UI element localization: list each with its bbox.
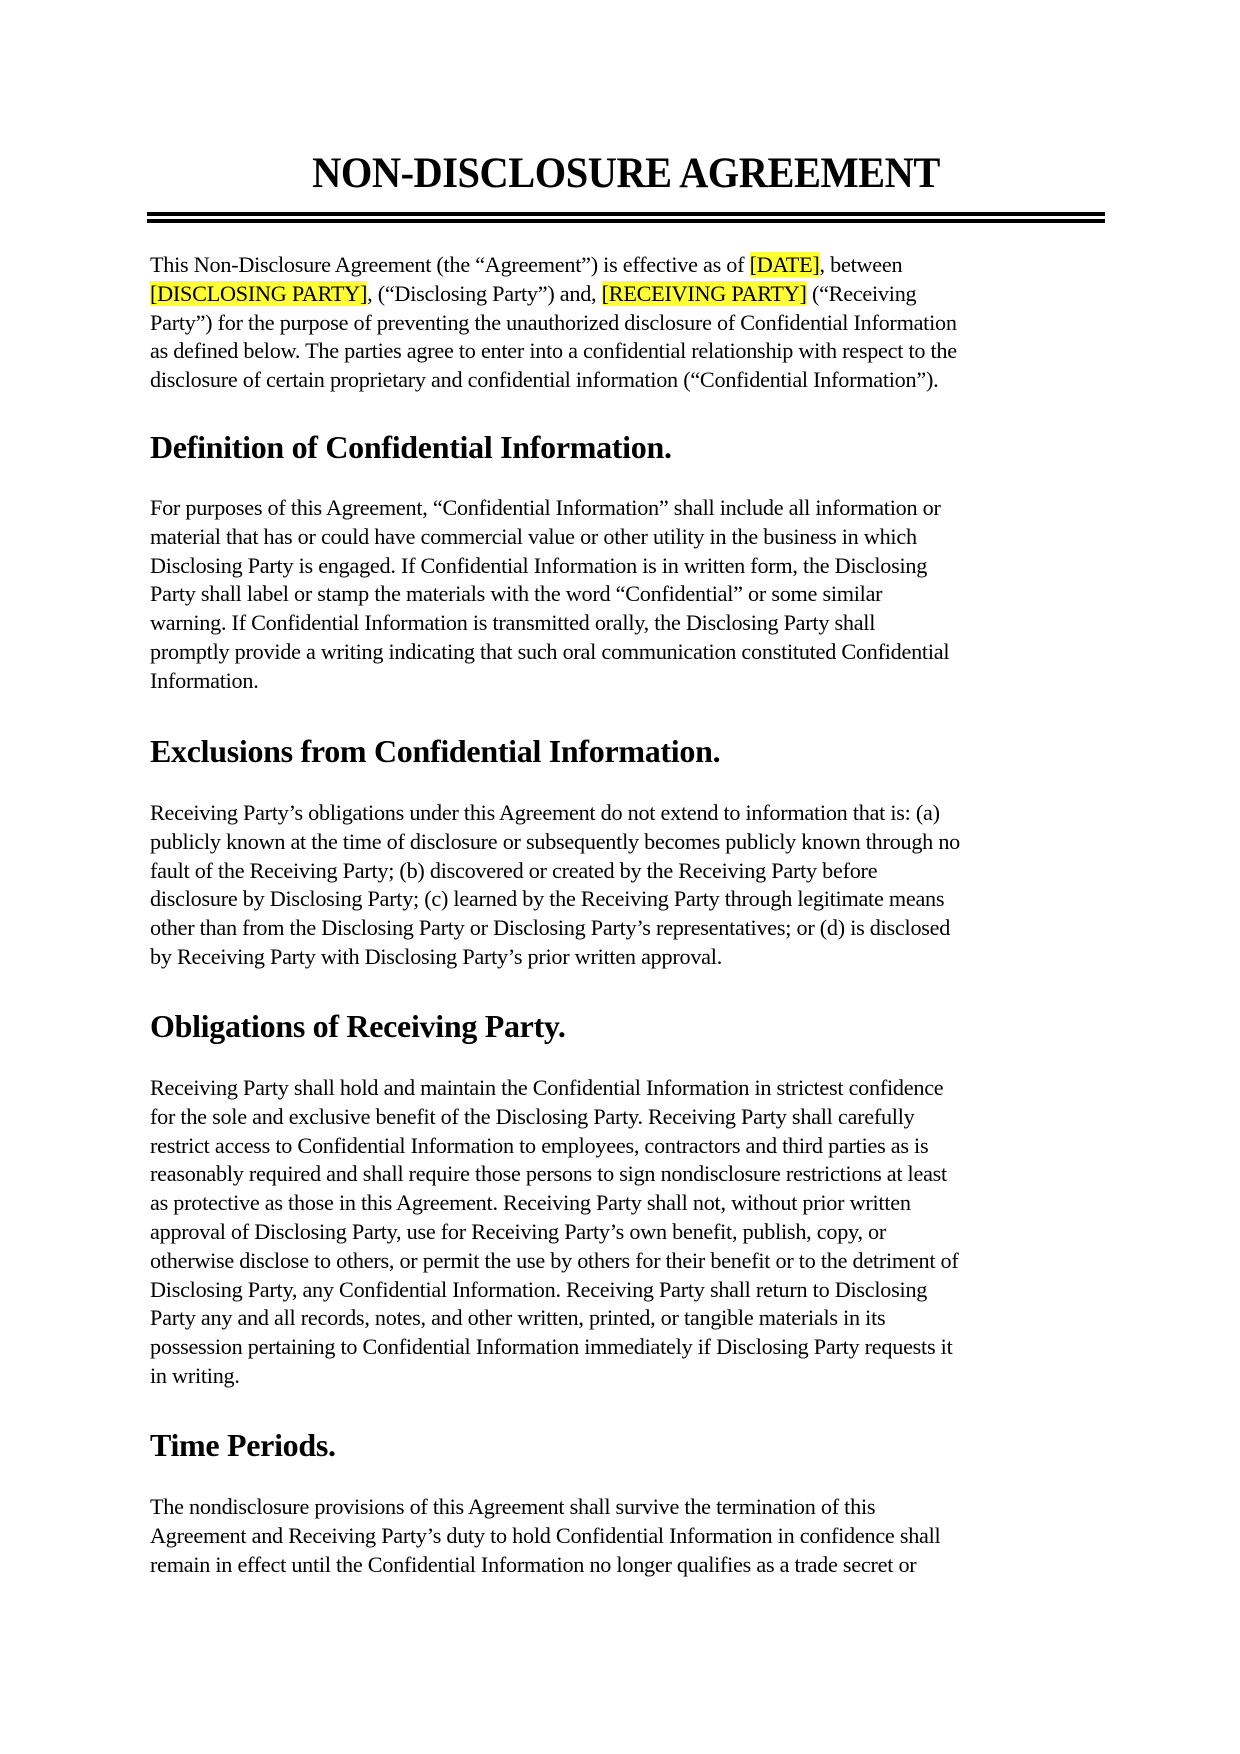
- body-line: Agreement and Receiving Party’s duty to hold Confidential Information in confidence shall: [150, 1522, 941, 1548]
- intro-text: , between: [819, 252, 903, 277]
- body-line: Receiving Party’s obligations under this Agreement do not extend to information that is: (a): [150, 800, 940, 825]
- body-line: The nondisclosure provisions of this Agreement shall survive the termination of this: [150, 1494, 876, 1519]
- section-heading-time-periods: Time Periods.: [150, 1427, 336, 1463]
- receiving-party-placeholder: [RECEIVING PARTY]: [601, 280, 807, 306]
- body-line: remain in effect until the Confidential Information no longer qualifies as a trade secret or: [150, 1551, 917, 1577]
- body-line: publicly known at the time of disclosure or subsequently becomes publicly known through no: [150, 828, 961, 854]
- intro-text: , (“Disclosing Party”) and,: [367, 280, 602, 306]
- intro-line: [150, 280, 1110, 309]
- body-line: otherwise disclose to others, or permit the use by others for their benefit or to the detriment of: [150, 1247, 959, 1273]
- disclosing-party-placeholder: [DISCLOSING PARTY]: [150, 280, 368, 306]
- intro-line: [150, 251, 1110, 280]
- body-line: reasonably required and shall require those persons to sign nondisclosure restrictions at least: [150, 1161, 947, 1187]
- section-body-definition: [150, 494, 1110, 696]
- intro-line: disclosure of certain proprietary and confidential information (“Confidential Information”).: [150, 367, 939, 393]
- section-body-exclusions: [150, 799, 1110, 972]
- body-line: promptly provide a writing indicating that such oral communication constituted Confidential: [150, 638, 950, 664]
- body-line: Party shall label or stamp the materials with the word “Confidential” or some similar: [150, 581, 883, 607]
- body-line: Party any and all records, notes, and other written, printed, or tangible materials in its: [150, 1305, 886, 1331]
- date-placeholder: [DATE]: [749, 252, 820, 277]
- intro-paragraph: [150, 251, 1110, 395]
- body-line: approval of Disclosing Party, use for Receiving Party’s own benefit, publish, copy, or: [150, 1218, 887, 1244]
- body-line: other than from the Disclosing Party or Disclosing Party’s representatives; or (d) is disclosed: [150, 915, 951, 941]
- body-line: fault of the Receiving Party; (b) discovered or created by the Receiving Party before: [150, 857, 878, 883]
- body-line: Receiving Party shall hold and maintain the Confidential Information in strictest confidence: [150, 1075, 944, 1100]
- document-title: NON-DISCLOSURE AGREEMENT: [312, 150, 940, 197]
- body-line: in writing.: [150, 1362, 240, 1388]
- intro-line: as defined below. The parties agree to enter into a confidential relationship with respect to the: [150, 338, 957, 364]
- body-line: restrict access to Confidential Information to employees, contractors and third parties as is: [150, 1132, 929, 1158]
- body-line: Disclosing Party is engaged. If Confidential Information is in written form, the Disclosing: [150, 552, 928, 578]
- body-line: for the sole and exclusive benefit of the Disclosing Party. Receiving Party shall carefully: [150, 1103, 915, 1129]
- body-line: Disclosing Party, any Confidential Information. Receiving Party shall return to Disclosing: [150, 1276, 928, 1302]
- intro-line: Party”) for the purpose of preventing the unauthorized disclosure of Confidential Information: [150, 309, 957, 335]
- section-heading-definition: Definition of Confidential Information.: [150, 429, 672, 465]
- body-line: as protective as those in this Agreement. Receiving Party shall not, without prior written: [150, 1190, 911, 1216]
- body-line: Information.: [150, 667, 259, 693]
- title-rule-top: [147, 212, 1105, 216]
- body-line: material that has or could have commercial value or other utility in the business in which: [150, 523, 917, 549]
- body-line: possession pertaining to Confidential Information immediately if Disclosing Party requests it: [150, 1334, 953, 1360]
- section-body-time-periods: [150, 1493, 1110, 1579]
- section-heading-obligations: Obligations of Receiving Party.: [150, 1008, 566, 1044]
- title-rule-bottom: [147, 219, 1105, 223]
- intro-text: This Non-Disclosure Agreement (the “Agreement”) is effective as of: [150, 252, 750, 277]
- body-line: by Receiving Party with Disclosing Party’s prior written approval.: [150, 943, 722, 969]
- intro-text: (“Receiving: [806, 280, 917, 306]
- body-line: For purposes of this Agreement, “Confidential Information” shall include all information or: [150, 495, 941, 520]
- section-body-obligations: [150, 1074, 1110, 1391]
- body-line: warning. If Confidential Information is transmitted orally, the Disclosing Party shall: [150, 610, 876, 636]
- section-heading-exclusions: Exclusions from Confidential Information.: [150, 733, 721, 769]
- body-line: disclosure by Disclosing Party; (c) learned by the Receiving Party through legitimate means: [150, 886, 945, 912]
